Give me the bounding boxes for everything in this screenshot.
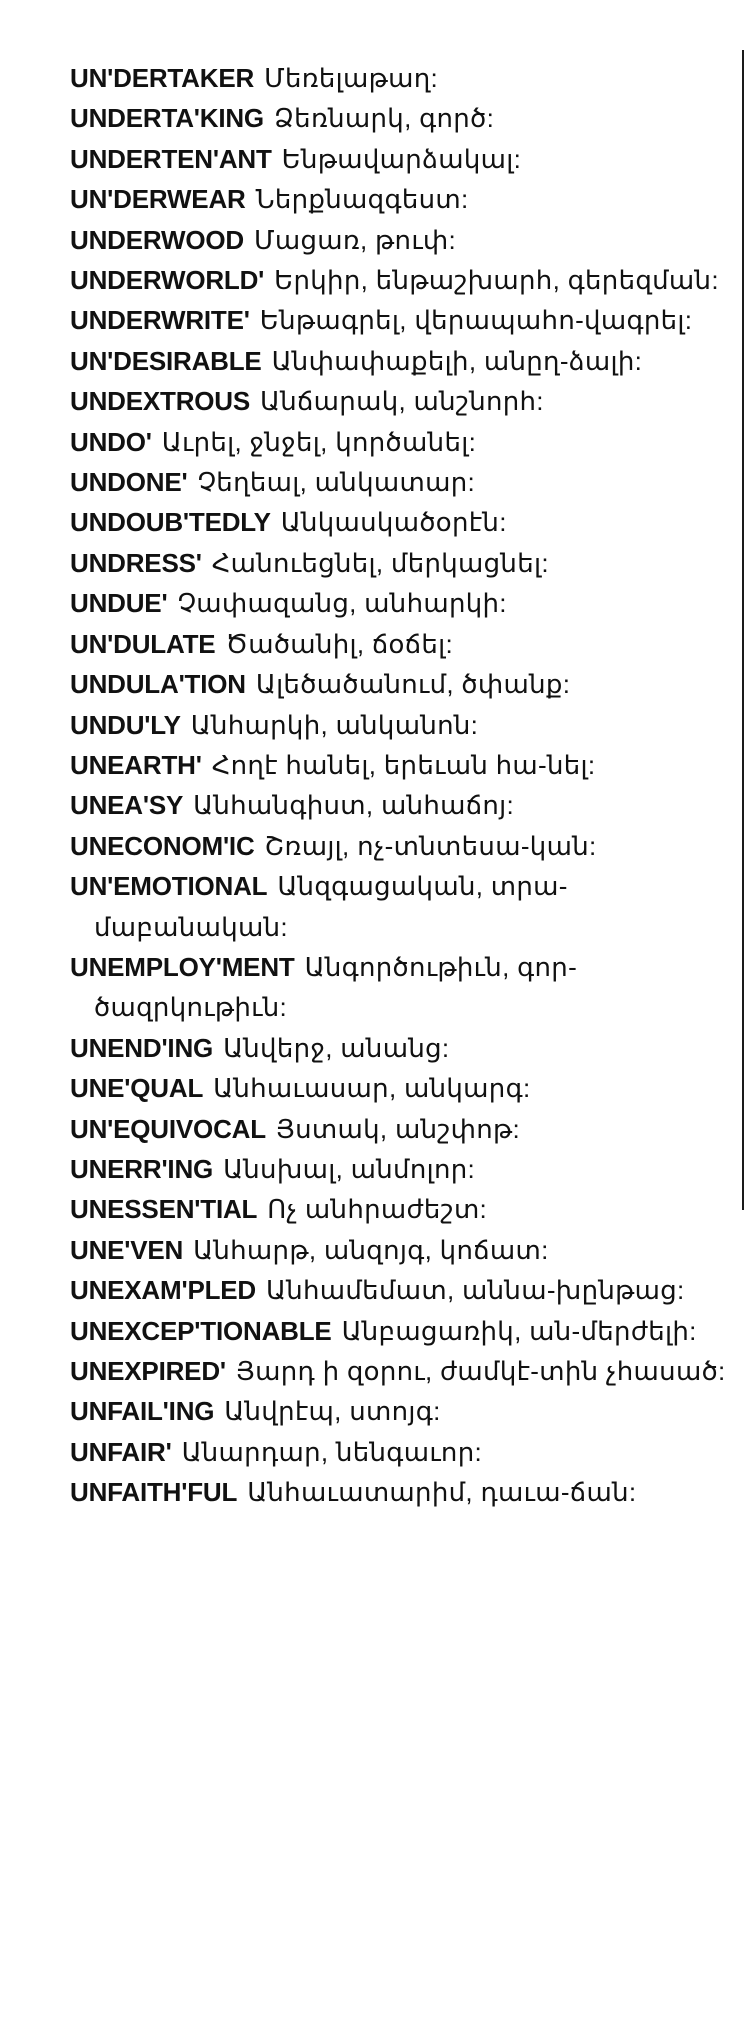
headword: UNDERWORLD' (70, 265, 265, 296)
headword: UNDERWRITE' (70, 305, 250, 336)
definition: Անճարակ, անշնորհ: (260, 386, 544, 417)
entry (70, 502, 730, 542)
headword: UN'DERTAKER (70, 63, 255, 93)
definition: Չափազանց, անհարկի: (177, 588, 507, 619)
headword: UNESSEN'TIAL (70, 1194, 258, 1225)
definition: Մացառ, թուփ: (253, 224, 457, 255)
definition: Անփափաքելի, անըղ-ձալի: (271, 345, 643, 376)
definition: Անհարթ, անզոյգ, կոճատ: (193, 1234, 549, 1265)
definition: Անզգացական, տրա-մաբանական: (94, 871, 568, 942)
headword: UNERR'ING (70, 1153, 214, 1184)
headword: UN'DERWEAR (70, 184, 246, 215)
definition: Երկիր, ենթաշխարհ, գերեզման: (274, 265, 719, 296)
headword: UNDERTEN'ANT (70, 143, 272, 174)
definition: Անվրէպ, ստոյգ: (224, 1396, 441, 1427)
headword: UNEND'ING (70, 1032, 214, 1063)
definition: Ալեծածանում, ծփանք: (255, 669, 571, 700)
entry (70, 1391, 730, 1431)
entry (70, 1472, 730, 1512)
definition: Անարդար, նենգաւոր: (181, 1436, 483, 1467)
entry (70, 745, 730, 785)
headword: UNDO' (70, 426, 152, 457)
definition: Հողէ հանել, երեւան հա-նել: (211, 749, 596, 780)
headword: UNDULA'TION (70, 669, 246, 700)
definition: Անվերջ, անանց: (223, 1032, 450, 1063)
headword: UNEA'SY (70, 790, 184, 821)
entry (70, 1432, 730, 1472)
headword: UNDEXTROUS (70, 386, 251, 417)
definition: Շռայլ, ոչ-տնտեսա-կան: (264, 830, 597, 861)
entry (70, 1189, 730, 1229)
headword: UN'EQUIVOCAL (70, 1113, 266, 1144)
definition: Աւրել, ջնջել, կործանել: (161, 426, 477, 457)
entry (70, 866, 730, 947)
entry (70, 260, 730, 300)
headword: UNDRESS' (70, 547, 202, 578)
entry (70, 947, 730, 1028)
definition: Չեղեալ, անկատար: (197, 467, 476, 498)
headword: UNEXCEP'TIONABLE (70, 1315, 332, 1346)
headword: UNEXPIRED' (70, 1356, 226, 1386)
entry (70, 624, 730, 664)
entry (70, 705, 730, 745)
entry (70, 381, 730, 421)
headword: UN'DULATE (70, 628, 216, 659)
entry (70, 1109, 730, 1149)
definition: Մեռելաթաղ: (264, 63, 439, 93)
headword: UNFAIR' (70, 1436, 172, 1467)
headword: UN'EMOTIONAL (70, 871, 268, 902)
entry (70, 139, 730, 179)
entry (70, 1351, 730, 1391)
entry (70, 583, 730, 623)
entry (70, 220, 730, 260)
definition: Անհանգիստ, անհաճոյ: (193, 790, 515, 821)
headword: UNE'QUAL (70, 1073, 204, 1104)
definition: Անհամեմատ, աննա-խընթաց: (266, 1275, 685, 1306)
definition: Ոչ անհրաժեշտ: (267, 1194, 488, 1225)
definition: Անհաւասար, անկարգ: (213, 1073, 531, 1104)
entry (70, 462, 730, 502)
definition: Հանուեցնել, մերկացնել: (211, 547, 549, 578)
entry (70, 826, 730, 866)
headword: UNFAIL'ING (70, 1396, 215, 1427)
entry (70, 1028, 730, 1068)
entry (70, 341, 730, 381)
definition: Յարդ ի զօրու, ժամկէ-տին չհասած: (235, 1356, 726, 1386)
entry (70, 1149, 730, 1189)
definition: Անգործութիւն, գոր-ծազրկութիւն: (94, 951, 578, 1023)
headword: UN'DESIRABLE (70, 345, 262, 376)
headword: UNDONE' (70, 467, 188, 498)
definition: Ենթագրել, վերապահո-վագրել: (259, 305, 693, 336)
definition: Անհարկի, անկանոն: (190, 709, 479, 740)
entry (70, 58, 730, 98)
entry (70, 98, 730, 138)
headword: UNDUE' (70, 588, 168, 619)
headword: UNDOUB'TEDLY (70, 507, 271, 538)
entry (70, 785, 730, 825)
definition: Ձեռնարկ, գործ: (273, 103, 495, 134)
headword: UNEARTH' (70, 749, 202, 780)
definition: Ենթավարձակալ: (281, 143, 522, 174)
entry (70, 300, 730, 340)
entry (70, 422, 730, 462)
headword: UNECONOM'IC (70, 830, 255, 861)
definition: Անբացառիկ, ան-մերժելի: (341, 1315, 697, 1346)
entry (70, 543, 730, 583)
entry (70, 1311, 730, 1351)
headword: UNEXAM'PLED (70, 1275, 256, 1306)
entry (70, 664, 730, 704)
headword: UNFAITH'FUL (70, 1477, 238, 1508)
headword: UNDERTA'KING (70, 103, 264, 134)
entry (70, 1270, 730, 1310)
entry-list (70, 58, 730, 1513)
headword: UNDERWOOD (70, 224, 244, 255)
definition: Ծածանիլ, ճօճել: (225, 628, 454, 659)
headword: UNEMPLOY'MENT (70, 951, 295, 982)
column-rule (742, 50, 744, 1210)
definition: Յստակ, անշփոթ: (275, 1113, 521, 1144)
entry (70, 1068, 730, 1108)
definition: Անհաւատարիմ, դաւա-ճան: (247, 1477, 637, 1508)
headword: UNE'VEN (70, 1234, 184, 1265)
entry (70, 1230, 730, 1270)
definition: Անսխալ, անմոլոր: (223, 1153, 476, 1184)
headword: UNDU'LY (70, 709, 181, 740)
definition: Ներքնազգեստ: (255, 184, 469, 215)
entry (70, 179, 730, 219)
definition: Անկասկածօրէն: (280, 507, 507, 538)
